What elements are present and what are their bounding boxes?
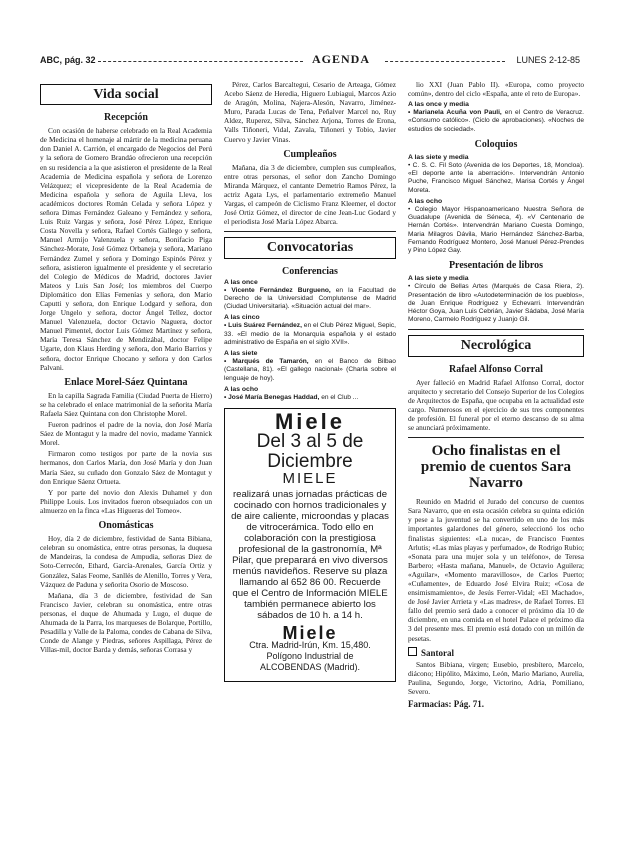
agenda-item xyxy=(408,206,584,255)
miele-logo: Miele xyxy=(274,409,346,434)
article-paragraph: Con ocasión de haberse celebrado en la Real Academia de Medicina el homenaje al mártir de la medicina peruana don Daniel A. Carrión, el encargado de Negocios del Perú y la señora de Gomero Brandáo ofrecieron una recepción en su residencia a la que asistieron el presidente de la Real Academia de Medicina española y señora de Lorenzo Velázquez; el vicepresidente de la Real Academia de Medicina española y señora de Aguila Lleva, los académicos doctores Román Celada y señora López y señora Dimas Fernández Galeano y Fernández y señora, Luis Ruiz Vargas y señora, José Pérez López, Enrique Costa Novella y señora, Rafael Cortés Gallego y señora, Manuel Armijo Valenzuela y señora, Bonifacio Piga Sánchez-Morate, José Gómez Orbaneja y señora, Mariano Fernández Zumel y señora y Domingo Espinós Pérez y señora, asistieron igualmente el presidente y el secretario del Colegio de Médicos de Madrid, doctores Javier Mateos y Luis San José; los miembros del Cuerpo Diplomático don Elías Femenías y señora, don Mario Caputti y señora, don Enrique Lodgard y señora, don Jorge Ungelo y señora, doctor Ángel Tellez, doctor Manuel Valenzuela, doctor Octavio Naguera, doctor Manuel Pimentel, doctor Luis Gómez Martínez y señora, María Teresa Sánchez de Mendizábal, doctor Felipe Ugarte, don Klaus Herding y señora, don Mario Barrios y señora, doctor Enrique Chocano y señora y don Carlos Palvani. xyxy=(40,126,212,372)
item-text: en el Banco de Bilbao (Castellana, 81). «El gallego nacional» (Charla sobre el lenguaje de hoy). xyxy=(224,358,396,382)
necrologica-name: Rafael Alfonso Corral xyxy=(449,363,543,375)
article-paragraph: Y por parte del novio don Alexis Duhamel y don Philippe Louis. Los invitados fueron obsequiados con un almuerzo en la finca «Las Higueras del Tomeo». xyxy=(40,487,212,515)
ad-address-line1: Ctra. Madrid-Irún, Km. 15,480. xyxy=(249,640,371,651)
coloquios-heading: Coloquios xyxy=(474,138,518,150)
cumpleanos-heading: Cumpleaños xyxy=(283,148,337,160)
agenda-item xyxy=(224,394,396,402)
speaker-name: • Marianela Acuña von Pauli, xyxy=(408,109,502,117)
time-label: A las cinco xyxy=(224,314,260,322)
item-text: • Círculo de Bellas Artes (Marqués de Casa Riera, 2). Presentación de libro «Autodeterminación de los pueblos», de Juan Enrique Rodríguez y Echevarri. Intervendrán Héctor Goya, Juan Luis Cebrián, Javier Sádaba, José María Moreno, Carmelo Rodríguez y Juanjo Gil. xyxy=(408,283,584,324)
section-heading: Enlace Morel-Sáez Quintana xyxy=(64,376,188,388)
time-label: A las siete y media xyxy=(408,275,469,283)
article-paragraph: Firmaron como testigos por parte de la novia sus hermanos, don Carlos María, don José María y don Juan María Sáez, su cuñado don Gonzalo Sáez de Montagut y don Enrique Sáenz Ortueta. xyxy=(40,449,212,486)
article-paragraph: Pérez, Carlos Barcaltegui, Cesario de Arteaga, Gómez Acebo Sáenz de Heredia, Higuero Lubiagui, Marcos Azio de Aragón, Molina, Najera-Alesón, Navarro, Jiménez-Muro, Parada Lucas de Tena, Peñalver Marcel no, Ruy Aldez, Ruperez, Silva, Sánchez Arjona, Torres de Erona, Valls Tiñoneri, Vidal, Zavala, Tiñoneri y Tobio, Javier Cuervo y Javier Vinas. xyxy=(224,80,396,144)
speaker-name: • Marqués de Tamarón, xyxy=(224,358,309,366)
column-vida-social xyxy=(40,80,212,656)
item-text: • Colegio Mayor Hispanoamericano Nuestra Señora de Guadalupe (Avenida de Séneca, 4). «V Centenario de Hernán Cortés». Intervendrán Mariano Cuesta Domingo, Maria Milagros Dávila, Mario Hernández Sánchez-Barba, Fernando Rodríguez Montero, José Manuel Pérez-Prendes y Pino López Gay. xyxy=(408,205,584,254)
agenda-item xyxy=(408,162,584,195)
farmacias-reference: Farmacias: Pág. 71. xyxy=(408,699,484,710)
article-paragraph: En la capilla Sagrada Familia (Ciudad Puerta de Hierro) se ha celebrado el enlace matrimonial de la señorita María Rafaela Sáez Quintana con don Christophe Morel. xyxy=(40,390,212,418)
article-paragraph: lio XXI (Juan Pablo II). «Europa, como proyecto común», dentro del ciclo «España, ante el reto de Europa». xyxy=(408,80,584,99)
agenda-item xyxy=(224,287,396,312)
time-label: A las siete y media xyxy=(408,153,469,161)
article-paragraph: Mañana, día 3 de diciembre, festividad de San Francisco Javier, celebran su onomástica, entre otras personas, el duque de Ahumada y Lugo, el duque de Ahumada de la Parra, los marqueses de Bolarque, Portillo, Pesadilla y Valle de la Paloma, condes de Cabana de Silva, Conde de Alange y Piedras, señores Aspillaga, Pérez de Villas-mil, doctor Barda y demás, señoras Corrasa y xyxy=(40,590,212,655)
convocatorias-title: Convocatorias xyxy=(224,237,396,258)
sara-navarro-headline: Ocho finalistas en el premio de cuentos Sara Navarro xyxy=(420,443,572,492)
vida-social-title: Vida social xyxy=(40,84,212,105)
time-label: A las once xyxy=(224,278,258,286)
section-heading: Onomásticas xyxy=(98,520,154,532)
article-paragraph: Fueron padrinos el padre de la novia, don José María Sáez de Montagut y la madre del novio, madame Yannick Morel. xyxy=(40,420,212,448)
item-text: en la Facultad de Derecho de la Universidad Complutense de Madrid (Ciudad Universitaria). «Situación actual del mar». xyxy=(224,286,396,311)
necrologica-title: Necrológica xyxy=(408,335,584,356)
divider xyxy=(408,329,584,330)
item-text: en el Club Pérez Miguel, Sepic, 33. «El medio de la Monarquía española y el estado administrativo de España en el siglo XVII». xyxy=(224,322,396,346)
speaker-name: • José María Benegas Haddad, xyxy=(224,393,320,401)
agenda-item xyxy=(224,322,396,347)
speaker-name: • Luis Suárez Fernández, xyxy=(224,322,302,330)
square-bullet-icon xyxy=(408,647,417,656)
column-right xyxy=(408,80,584,709)
santoral-label: Santoral xyxy=(421,647,455,658)
header-rule-right xyxy=(385,61,505,62)
article-paragraph: Hoy, día 2 de diciembre, festividad de Santa Bibiana, celebran su onomástica, entre otras personas, la duquesa de Mandeiras, la condesa de Ampudia, señoras Diez de Soto-Cerrecón, Ethard, García-Arenales, García Ortiz y González, Salas Feome, Sanllés de Alenillo, Torres y Vera, Vázquez de Paduna y señorita Osorio de Moscoso. xyxy=(40,534,212,589)
ad-body: realizará unas jornadas prácticas de cocinado con hornos tradicionales y de aire caliente, microondas y placas de vitrocerámica. Todo ello en colaboración con la prestigiosa profesional de la gastronomía, Mª Pilar, que preparará en vivo diversos menús navideños. Reserve su plaza llamando al 652 86 00. Recuerde que el Centro de Información MIELE también permanece abierto los sábados de 10 h. a 14 h. xyxy=(231,489,389,622)
page-number: ABC, pág. 32 xyxy=(40,55,96,65)
item-text: en el Centro de Veracruz. «Consumo católico». (Ciclo de aprobaciones). «Noches de estudios de sociedad». xyxy=(408,109,585,133)
speaker-name: • Vicente Fernández Burgueno, xyxy=(224,286,331,294)
section-heading: Recepción xyxy=(104,112,148,124)
time-label: A las siete xyxy=(224,350,258,357)
item-text: • C. S. C. Fil Soto (Avenida de los Deportes, 18, Moncloa). «El deporte ante la aberración». Intervendrán Antonio Puche, Francisco Miguel Sánchez, Marisa Cortés y Ángel Moreta. xyxy=(408,162,584,194)
time-label: A las ocho xyxy=(408,197,443,205)
miele-advertisement xyxy=(224,408,396,682)
time-label: A las once y media xyxy=(408,101,469,109)
ad-address-line3: ALCOBENDAS (Madrid). xyxy=(259,662,361,673)
divider xyxy=(408,437,584,438)
issue-date: LUNES 2-12-85 xyxy=(516,55,580,65)
divider xyxy=(224,231,396,232)
article-paragraph: Ayer falleció en Madrid Rafael Alfonso Corral, doctor arquitecto y secretario del Consejo Superior de los Colegios de Arquitectos de España, que ocupaba en la actualidad este cargo. Numerosos en el ejercicio de sus tres componentes de profesión. El funeral por el eterno descanso de su alma se anunciará próximamente. xyxy=(408,377,584,433)
agenda-item xyxy=(408,109,584,134)
item-text: en el Club ... xyxy=(319,393,359,401)
santoral-text: Santos Bibiana, virgen; Eusebio, presbítero, Marcelo, diácono; Hipólito, Máximo, León, Mario Mariano, Aurelia, Paulina, Segundo, Jorge, Victorino, Adria, Pomiliano, Severo. xyxy=(408,659,584,697)
santoral-heading xyxy=(408,647,584,658)
ad-dates: Del 3 al 5 de Diciembre xyxy=(256,431,364,473)
conferencias-heading: Conferencias xyxy=(282,265,338,277)
miele-logo-bottom: Miele xyxy=(282,623,338,644)
article-paragraph: Mañana, día 3 de diciembre, cumplen sus cumpleaños, entre otras personas, el señor don Zancho Domingo Miranda Márquez, el cantante Demetrio Ramos Pérez, la actriz Agata Lys, el parlamentario extremeño Manuel Vargas, el campeón de Ciclismo Franz Kleemer, el doctor José Ortiz Gómez, el director de cine Jean-Luc Godard y el periodista José María López Abarca. xyxy=(224,162,396,227)
ad-brand-caps: MIELE xyxy=(282,470,338,488)
time-label: A las ocho xyxy=(224,385,259,393)
section-title: AGENDA xyxy=(312,52,371,66)
presentacion-libros-heading: Presentación de libros xyxy=(448,260,544,272)
article-paragraph: Reunido en Madrid el Jurado del concurso de cuentos Sara Navarro, que en esta ocasión celebra su quinta edición y pese a la juventud se ha convertido en uno de los más importantes galardones del género, seleccionó los ocho finalistas siguientes: «La nuca», de Francisco Fuentes Arlutis; «Las mías playas y perfumado», de Rodrigo Rubio; «Sonata para una mujer sola y un teléfono», de Teresa Barbero; «Hasta mañana, Manuel», de Octavio Aguilera; «Aguilar», «Momento maravilloso», de Carlos Puerto; «Cuñamente», de Eduardo José Elvira Ruiz; «Cosa de ensimismamiento», de Jesús Ferrer-Vidal; «El Machado», de José Javier Arrieta y «Las madres», de Rafael Torres. El fallo del premio será dado a conocer el próximo día 10 de diciembre, en una comida en el hotel Palace el próximo día 3 del presente mes. El premio está dotado con un millón de pesetas. xyxy=(408,497,584,643)
ad-address-line2: Polígono Industrial de xyxy=(266,651,354,662)
page-header xyxy=(40,52,580,68)
agenda-item xyxy=(408,283,584,324)
agenda-item xyxy=(224,358,396,383)
column-middle xyxy=(224,80,396,682)
header-rule-left xyxy=(98,61,303,62)
